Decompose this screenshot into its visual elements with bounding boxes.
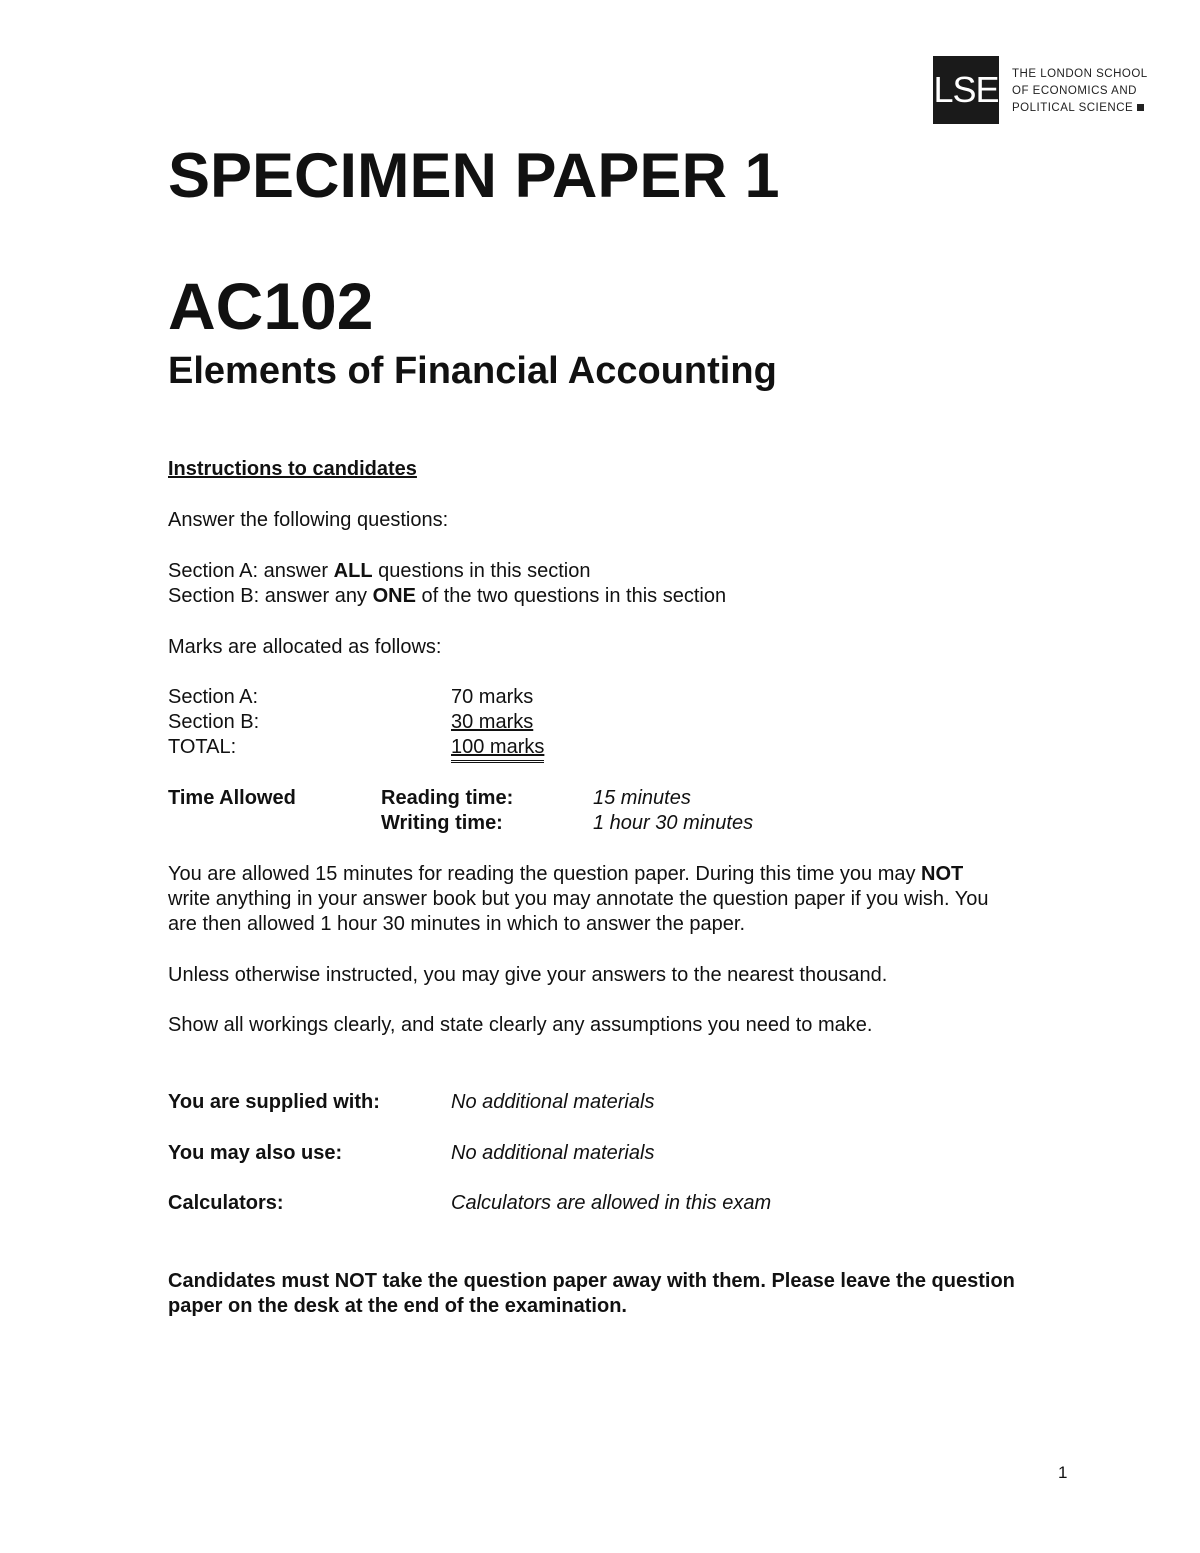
course-name: Elements of Financial Accounting [168,350,777,392]
marks-value-a: 70 marks [451,686,534,708]
calculators-label: Calculators: [168,1192,284,1214]
reading-para-line-2: write anything in your answer book but you may annotate the question paper if you wish. You [168,888,989,910]
lse-logo-text [1012,66,1148,117]
time-allowed-label: Time Allowed [168,787,296,809]
reading-time-value: 15 minutes [593,787,691,809]
marks-value-total: 100 marks [451,735,544,763]
footer-note-line-1: Candidates must NOT take the question paper away with them. Please leave the question [168,1270,1015,1292]
lse-logo-mark: LSE [933,56,999,124]
calculators-value: Calculators are allowed in this exam [451,1192,772,1214]
reading-para-line-3: are then allowed 1 hour 30 minutes in which to answer the paper. [168,913,746,935]
instructions-intro: Answer the following questions: [168,509,449,531]
rounding-instruction: Unless otherwise instructed, you may give your answers to the nearest thousand. [168,964,888,986]
writing-time-value: 1 hour 30 minutes [593,812,754,834]
logo-line-3: POLITICAL SCIENCE [1012,100,1148,117]
reading-para-line-1: You are allowed 15 minutes for reading the question paper. During this time you may NOT [168,863,964,885]
page-number: 1 [1058,1463,1068,1482]
footer-note-line-2: paper on the desk at the end of the examination. [168,1295,627,1317]
supplied-value: No additional materials [451,1091,655,1113]
workings-instruction: Show all workings clearly, and state clearly any assumptions you need to make. [168,1014,873,1036]
supplied-label: You are supplied with: [168,1091,380,1113]
course-code: AC102 [168,269,374,343]
writing-time-label: Writing time: [381,812,503,834]
reading-time-label: Reading time: [381,787,514,809]
marks-label-a: Section A: [168,686,259,708]
marks-value-b: 30 marks [451,711,534,733]
instructions-heading: Instructions to candidates [168,458,417,480]
logo-line-1: THE LONDON SCHOOL [1012,68,1148,80]
marks-intro: Marks are allocated as follows: [168,636,442,658]
section-b-instruction: Section B: answer any ONE of the two questions in this section [168,585,727,607]
may-use-value: No additional materials [451,1142,655,1164]
marks-label-total: TOTAL: [168,736,237,758]
logo-line-2: OF ECONOMICS AND [1012,85,1137,97]
may-use-label: You may also use: [168,1142,343,1164]
marks-label-b: Section B: [168,711,260,733]
section-a-instruction: Section A: answer ALL questions in this section [168,560,591,582]
paper-title: SPECIMEN PAPER 1 [168,141,780,211]
logo-square-icon [1137,104,1144,111]
